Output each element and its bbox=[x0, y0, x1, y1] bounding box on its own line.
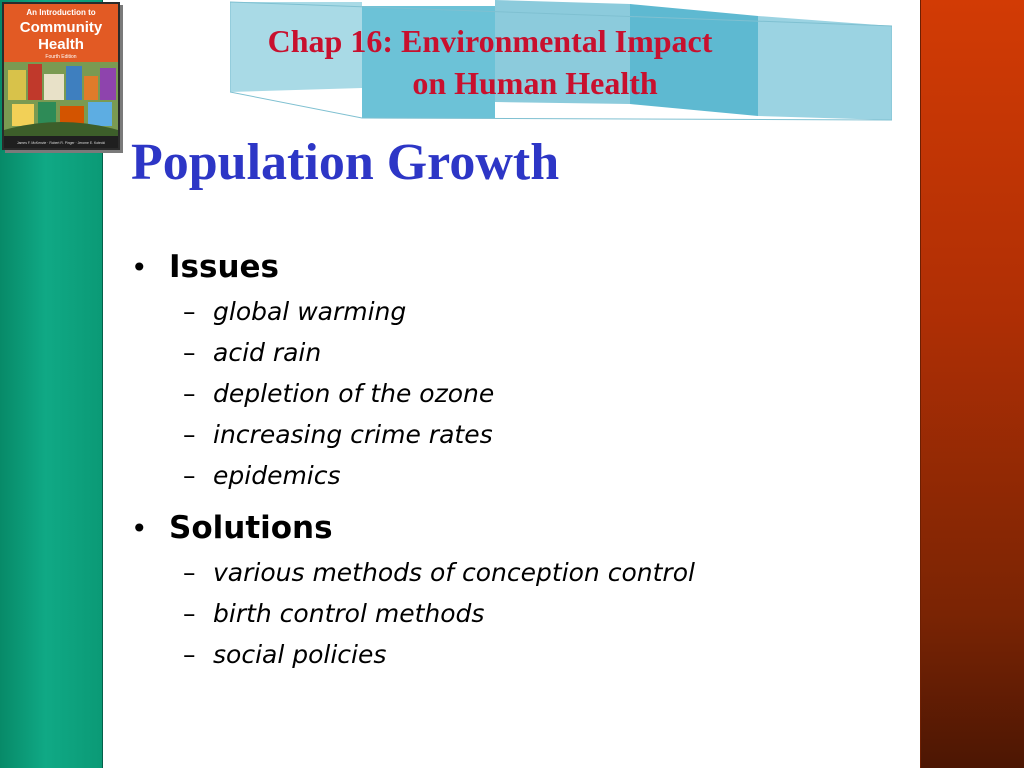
list-item-text: increasing crime rates bbox=[213, 420, 493, 449]
dash-icon: – bbox=[183, 558, 196, 587]
book-cover-image bbox=[2, 2, 120, 150]
right-red-bar bbox=[920, 0, 1024, 768]
dash-icon: – bbox=[183, 338, 196, 367]
section-heading-issues bbox=[131, 243, 911, 291]
list-item-text: social policies bbox=[213, 640, 387, 669]
list-item bbox=[131, 373, 911, 414]
list-item bbox=[131, 593, 911, 634]
section-heading-label: Issues bbox=[169, 249, 279, 285]
list-item bbox=[131, 634, 911, 675]
list-item-text: birth control methods bbox=[213, 599, 485, 628]
list-item bbox=[131, 455, 911, 496]
book-line1: An Introduction to bbox=[26, 8, 96, 17]
dash-icon: – bbox=[183, 297, 196, 326]
bullet-icon: • bbox=[131, 512, 148, 545]
chapter-heading-line1: Chap 16: Environmental Impact bbox=[267, 23, 713, 59]
issues-list bbox=[131, 291, 911, 496]
list-item bbox=[131, 332, 911, 373]
dash-icon: – bbox=[183, 420, 196, 449]
list-item bbox=[131, 414, 911, 455]
dash-icon: – bbox=[183, 379, 196, 408]
list-item bbox=[131, 291, 911, 332]
list-item-text: various methods of conception control bbox=[213, 558, 695, 587]
chapter-heading-line2: on Human Health bbox=[412, 65, 658, 101]
section-heading-label: Solutions bbox=[169, 510, 333, 546]
dash-icon: – bbox=[183, 461, 196, 490]
list-item-text: acid rain bbox=[213, 338, 322, 367]
slide-title: Population Growth bbox=[131, 134, 560, 191]
book-line3: Health bbox=[38, 36, 84, 53]
list-item-text: epidemics bbox=[213, 461, 341, 490]
book-line2: Community bbox=[19, 19, 103, 36]
list-item-text: global warming bbox=[213, 297, 407, 326]
dash-icon: – bbox=[183, 599, 196, 628]
section-heading-solutions bbox=[131, 504, 911, 552]
list-item bbox=[131, 552, 911, 593]
solutions-list bbox=[131, 552, 911, 675]
book-edition: Fourth Edition bbox=[45, 54, 77, 60]
bullet-icon: • bbox=[131, 251, 148, 284]
slide-content bbox=[131, 243, 911, 683]
list-item-text: depletion of the ozone bbox=[213, 379, 495, 408]
dash-icon: – bbox=[183, 640, 196, 669]
chapter-heading bbox=[230, 20, 750, 104]
book-authors: James F. McKenzie · Robert R. Pinger · Jerome E. Kotecki bbox=[16, 141, 106, 145]
